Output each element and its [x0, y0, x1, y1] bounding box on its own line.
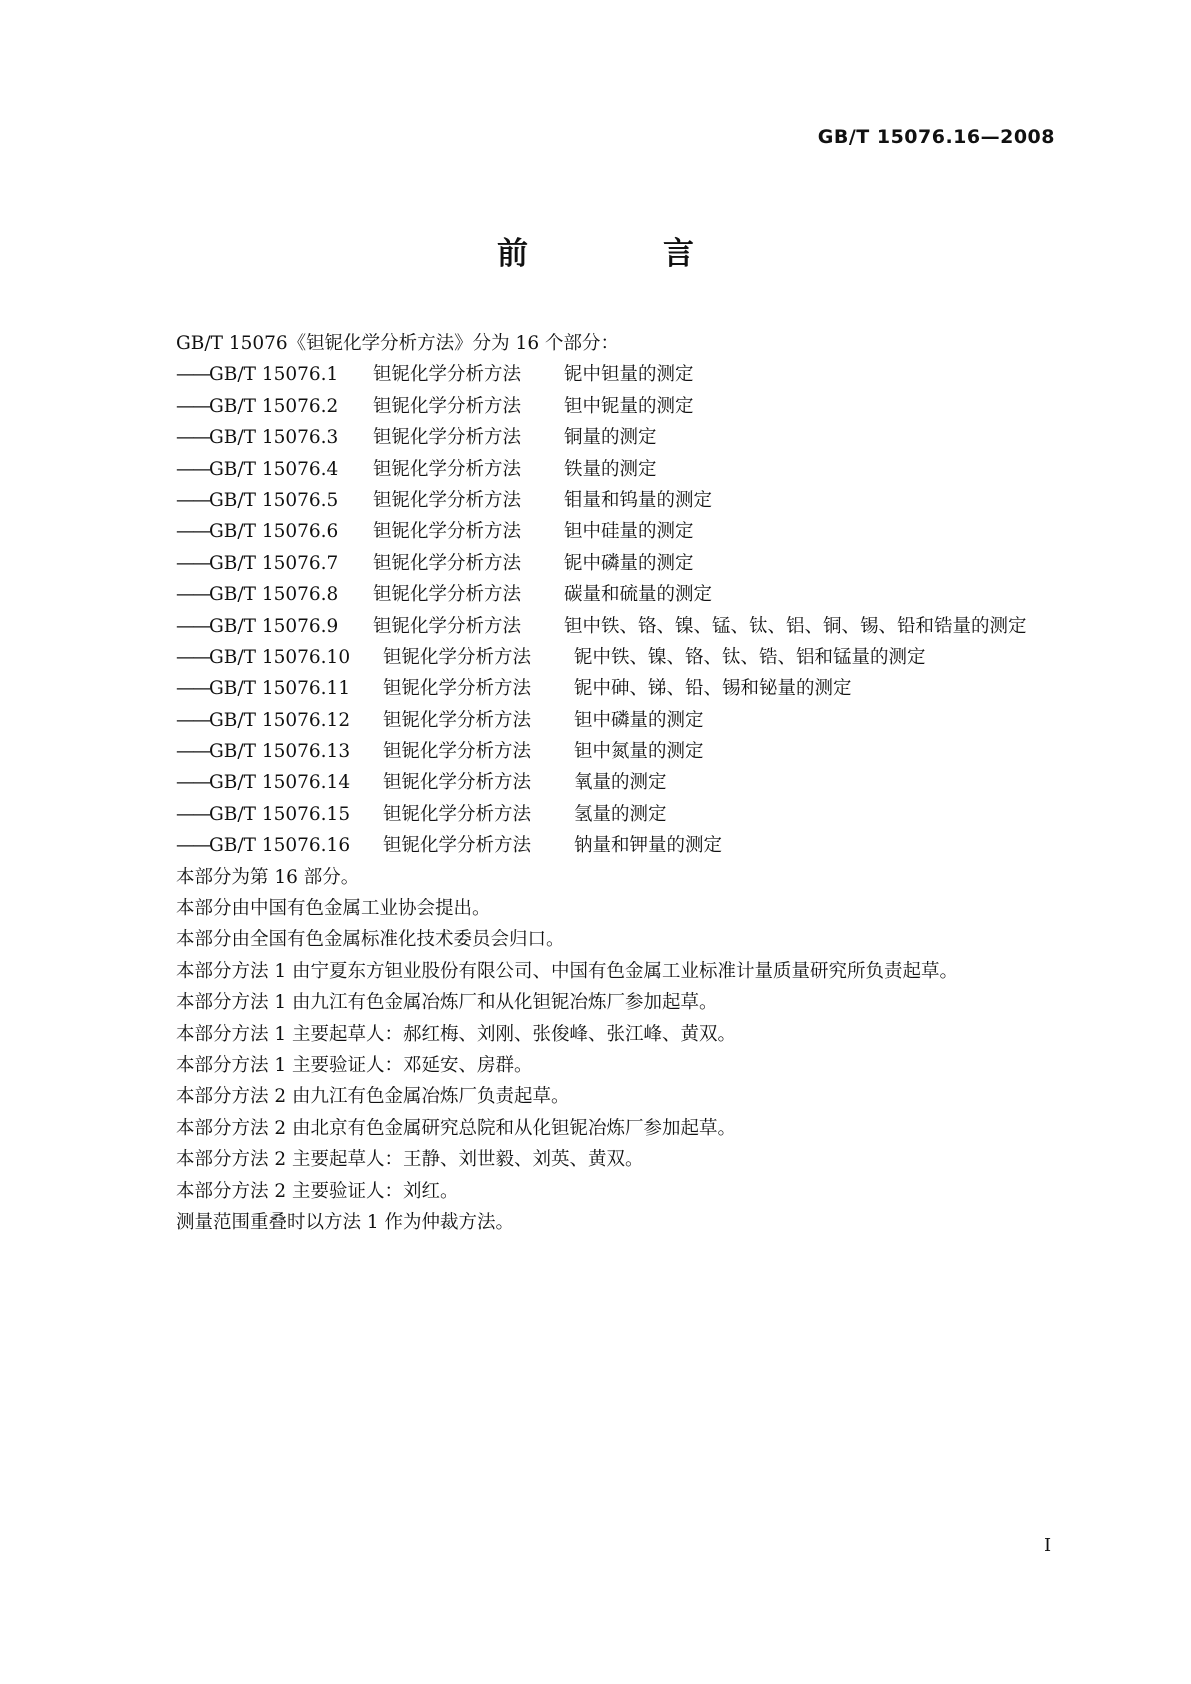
part-title: 铜量的测定: [564, 427, 657, 449]
part-list-item: [176, 485, 1076, 516]
em-dash: ——: [176, 835, 209, 857]
part-code: GB/T 15076.10: [209, 646, 351, 668]
part-code: GB/T 15076.8: [209, 584, 339, 606]
series-title: 钽铌化学分析方法: [373, 615, 522, 637]
em-dash: ——: [176, 584, 209, 606]
part-code: GB/T 15076.15: [209, 803, 351, 825]
part-list-item: [176, 799, 1076, 830]
statement-paragraph: 本部分由全国有色金属标准化技术委员会归口。: [176, 929, 565, 951]
part-list-item: [176, 548, 1076, 579]
statement-paragraph: 本部分方法 1 主要验证人：邓延安、房群。: [176, 1054, 533, 1076]
part-list-item: [176, 391, 1076, 422]
em-dash: ——: [176, 646, 209, 668]
series-title: 钽铌化学分析方法: [383, 709, 532, 731]
part-title: 钽中硅量的测定: [564, 521, 694, 543]
part-title: 钽中氮量的测定: [574, 741, 704, 763]
part-list-item: [176, 454, 1076, 485]
part-title: 氧量的测定: [574, 772, 667, 794]
series-title: 钽铌化学分析方法: [373, 584, 522, 606]
em-dash: ——: [176, 364, 209, 386]
part-title: 钽中铌量的测定: [564, 395, 694, 417]
statement-paragraph: 测量范围重叠时以方法 1 作为仲裁方法。: [176, 1211, 515, 1233]
part-code: GB/T 15076.13: [209, 741, 351, 763]
em-dash: ——: [176, 395, 209, 417]
em-dash: ——: [176, 772, 209, 794]
part-title: 铁量的测定: [564, 458, 657, 480]
preface-body: [176, 328, 1076, 1238]
page-number: I: [1044, 1535, 1052, 1556]
series-title: 钽铌化学分析方法: [383, 803, 532, 825]
part-code: GB/T 15076.2: [209, 395, 339, 417]
statement-paragraph: 本部分方法 1 由宁夏东方钽业股份有限公司、中国有色金属工业标准计量质量研究所负责起草。: [176, 960, 959, 982]
part-title: 碳量和硫量的测定: [564, 584, 713, 606]
part-list-item: [176, 579, 1076, 610]
parts-list: [176, 359, 1076, 861]
statement-paragraph: 本部分由中国有色金属工业协会提出。: [176, 898, 491, 920]
em-dash: ——: [176, 489, 209, 511]
part-code: GB/T 15076.4: [209, 458, 339, 480]
part-code: GB/T 15076.12: [209, 709, 351, 731]
part-list-item: [176, 736, 1076, 767]
series-title: 钽铌化学分析方法: [383, 646, 532, 668]
part-code: GB/T 15076.14: [209, 772, 351, 794]
em-dash: ——: [176, 427, 209, 449]
part-code: GB/T 15076.9: [209, 615, 339, 637]
em-dash: ——: [176, 615, 209, 637]
statement-paragraph: 本部分方法 2 主要起草人：王静、刘世毅、刘英、黄双。: [176, 1149, 644, 1171]
part-list-item: [176, 359, 1076, 390]
part-list-item: [176, 705, 1076, 736]
part-list-item: [176, 611, 1076, 642]
part-list-item: [176, 830, 1076, 861]
series-title: 钽铌化学分析方法: [383, 772, 532, 794]
em-dash: ——: [176, 709, 209, 731]
series-title: 钽铌化学分析方法: [373, 364, 522, 386]
em-dash: ——: [176, 678, 209, 700]
part-list-item: [176, 673, 1076, 704]
part-title: 钠量和钾量的测定: [574, 835, 723, 857]
statement-paragraph: 本部分方法 2 由北京有色金属研究总院和从化钽铌冶炼厂参加起草。: [176, 1117, 737, 1139]
part-code: GB/T 15076.7: [209, 552, 339, 574]
preface-title: 前 言: [497, 236, 746, 272]
statement-paragraph: 本部分方法 2 主要验证人：刘红。: [176, 1180, 459, 1202]
series-title: 钽铌化学分析方法: [373, 395, 522, 417]
part-title: 氢量的测定: [574, 803, 667, 825]
series-title: 钽铌化学分析方法: [373, 552, 522, 574]
part-title: 钽中磷量的测定: [574, 709, 704, 731]
em-dash: ——: [176, 741, 209, 763]
em-dash: ——: [176, 521, 209, 543]
statement-paragraph: 本部分方法 1 由九江有色金属冶炼厂和从化钽铌冶炼厂参加起草。: [176, 992, 718, 1014]
intro-paragraph: GB/T 15076《钽铌化学分析方法》分为 16 个部分：: [176, 333, 619, 354]
standard-number: GB/T 15076.16—2008: [817, 126, 1055, 148]
series-title: 钽铌化学分析方法: [373, 427, 522, 449]
part-code: GB/T 15076.6: [209, 521, 339, 543]
em-dash: ——: [176, 458, 209, 480]
part-title: 钼量和钨量的测定: [564, 489, 713, 511]
part-code: GB/T 15076.5: [209, 489, 339, 511]
series-title: 钽铌化学分析方法: [383, 678, 532, 700]
series-title: 钽铌化学分析方法: [373, 458, 522, 480]
statements: [176, 862, 1076, 1239]
part-code: GB/T 15076.3: [209, 427, 339, 449]
part-title: 铌中铁、镍、铬、钛、锆、铝和锰量的测定: [574, 646, 926, 668]
part-code: GB/T 15076.16: [209, 835, 351, 857]
part-title: 铌中砷、锑、铅、锡和铋量的测定: [574, 678, 852, 700]
em-dash: ——: [176, 803, 209, 825]
statement-paragraph: 本部分为第 16 部分。: [176, 866, 360, 888]
part-list-item: [176, 767, 1076, 798]
part-code: GB/T 15076.1: [209, 364, 339, 386]
part-title: 钽中铁、铬、镍、锰、钛、铝、铜、锡、铅和锆量的测定: [564, 615, 1027, 637]
em-dash: ——: [176, 552, 209, 574]
part-list-item: [176, 642, 1076, 673]
series-title: 钽铌化学分析方法: [373, 489, 522, 511]
part-title: 铌中磷量的测定: [564, 552, 694, 574]
part-code: GB/T 15076.11: [209, 678, 351, 700]
part-list-item: [176, 516, 1076, 547]
statement-paragraph: 本部分方法 2 由九江有色金属冶炼厂负责起草。: [176, 1086, 570, 1108]
statement-paragraph: 本部分方法 1 主要起草人：郝红梅、刘刚、张俊峰、张江峰、黄双。: [176, 1023, 737, 1045]
part-title: 铌中钽量的测定: [564, 364, 694, 386]
series-title: 钽铌化学分析方法: [383, 835, 532, 857]
series-title: 钽铌化学分析方法: [383, 741, 532, 763]
series-title: 钽铌化学分析方法: [373, 521, 522, 543]
part-list-item: [176, 422, 1076, 453]
